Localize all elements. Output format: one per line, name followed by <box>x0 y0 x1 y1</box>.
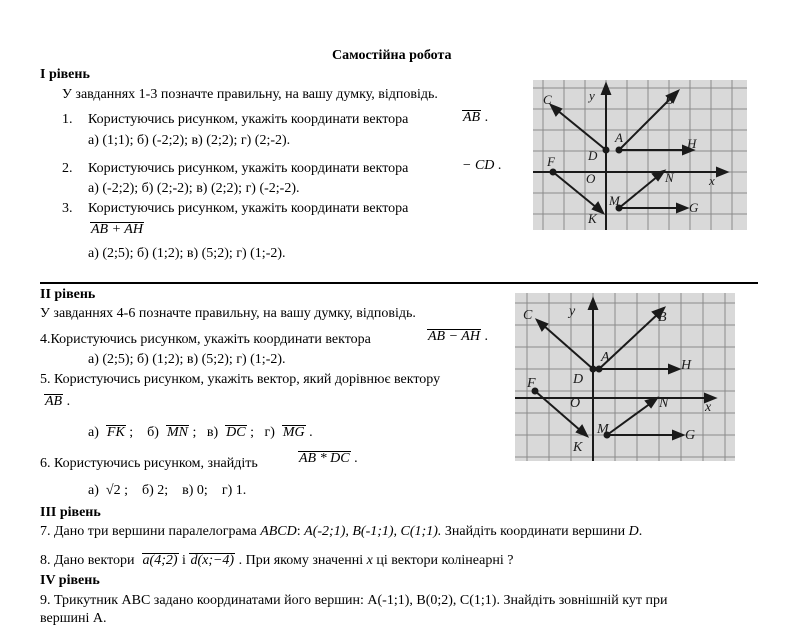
label-D: D <box>588 148 598 163</box>
q1-answers: а) (1;1); б) (-2;2); в) (2;2); г) (2;-2). <box>88 133 291 148</box>
coordinate-figure-2 <box>515 293 735 461</box>
q2-number: 2. <box>62 161 73 176</box>
label-D: D <box>573 372 584 387</box>
q6-text: 6. Користуючись рисунком, знайдіть <box>40 456 258 471</box>
section-divider <box>40 282 758 284</box>
q5-text: 5. Користуючись рисунком, укажіть вектор, який дорівнює вектору <box>40 372 441 387</box>
level1-intro: У завданнях 1-3 позначте правильну, на вашу думку, відповідь. <box>62 87 438 102</box>
label-M: M <box>609 193 620 208</box>
label-B: B <box>658 310 667 325</box>
label-N: N <box>665 170 674 185</box>
grid-figure-2 <box>515 293 735 461</box>
q5-vector: AB . <box>45 394 71 409</box>
q8-text: 8. Дано вектори a(4;2) і d(x;−4) . При якому значенні x ці вектори колінеарні ? <box>40 553 514 568</box>
label-H: H <box>681 358 692 373</box>
label-N: N <box>659 396 669 411</box>
label-F: F <box>547 154 555 169</box>
label-x: x <box>705 400 712 415</box>
q3-answers: а) (2;5); б) (1;2); в) (5;2); г) (1;-2). <box>88 246 286 261</box>
q3-text: Користуючись рисунком, укажіть координати вектора <box>88 201 409 216</box>
grid-figure-1 <box>533 80 747 230</box>
level1-heading: І рівень <box>40 67 90 82</box>
label-K: K <box>588 211 597 226</box>
page-title: Самостійна робота <box>332 48 452 63</box>
q1-text: Користуючись рисунком, укажіть координати вектора <box>88 112 409 127</box>
label-x: x <box>709 173 715 188</box>
q6-options: а) √2 ; б) 2; в) 0; г) 1. <box>88 483 247 498</box>
q4-vector: AB − AH . <box>428 329 488 344</box>
q7-text: 7. Дано три вершини паралелограма ABCD: A(-2;1), B(-1;1), C(1;1). Знайдіть координати вершини D. <box>40 524 643 539</box>
q9-line2: вершині A. <box>40 611 107 626</box>
label-y: y <box>569 304 576 319</box>
label-M: M <box>597 422 609 437</box>
q2-text: Користуючись рисунком, укажіть координати вектора <box>88 161 409 176</box>
q1-vector: AB . <box>463 110 489 125</box>
level3-heading: ІІІ рівень <box>40 505 101 520</box>
label-A: A <box>601 350 610 365</box>
label-O: O <box>586 171 596 186</box>
q6-vector: AB * DC . <box>299 451 358 466</box>
label-G: G <box>685 428 696 443</box>
label-F: F <box>527 376 536 391</box>
label-K: K <box>573 440 583 455</box>
label-O: O <box>570 396 581 411</box>
label-B: B <box>665 92 673 107</box>
q5-options: а) FK ; б) MN ; в) DC ; г) MG . <box>88 425 313 440</box>
q3-number: 3. <box>62 201 73 216</box>
q1-number: 1. <box>62 112 73 127</box>
level2-intro: У завданнях 4-6 позначте правильну, на вашу думку, відповідь. <box>40 306 416 321</box>
label-C: C <box>543 92 552 107</box>
label-H: H <box>687 136 697 151</box>
level4-heading: IV рівень <box>40 573 100 588</box>
coordinate-figure-1 <box>533 80 747 230</box>
q3-vector: AB + AH <box>91 222 143 237</box>
q2-answers: а) (-2;2); б) (2;-2); в) (2;2); г) (-2;-2). <box>88 181 300 196</box>
label-C: C <box>523 308 533 323</box>
q4-answers: а) (2;5); б) (1;2); в) (5;2); г) (1;-2). <box>88 352 286 367</box>
label-y: y <box>589 88 595 103</box>
q4-text: 4.Користуючись рисунком, укажіть координати вектора <box>40 332 371 347</box>
q2-vector: − CD . <box>462 158 502 173</box>
q9-line1: 9. Трикутник ABC задано координатами його вершин: A(-1;1), B(0;2), C(1;1). Знайдіть зовнішній кут при <box>40 593 668 608</box>
label-G: G <box>689 200 699 215</box>
level2-heading: ІІ рівень <box>40 287 96 302</box>
label-A: A <box>615 130 623 145</box>
